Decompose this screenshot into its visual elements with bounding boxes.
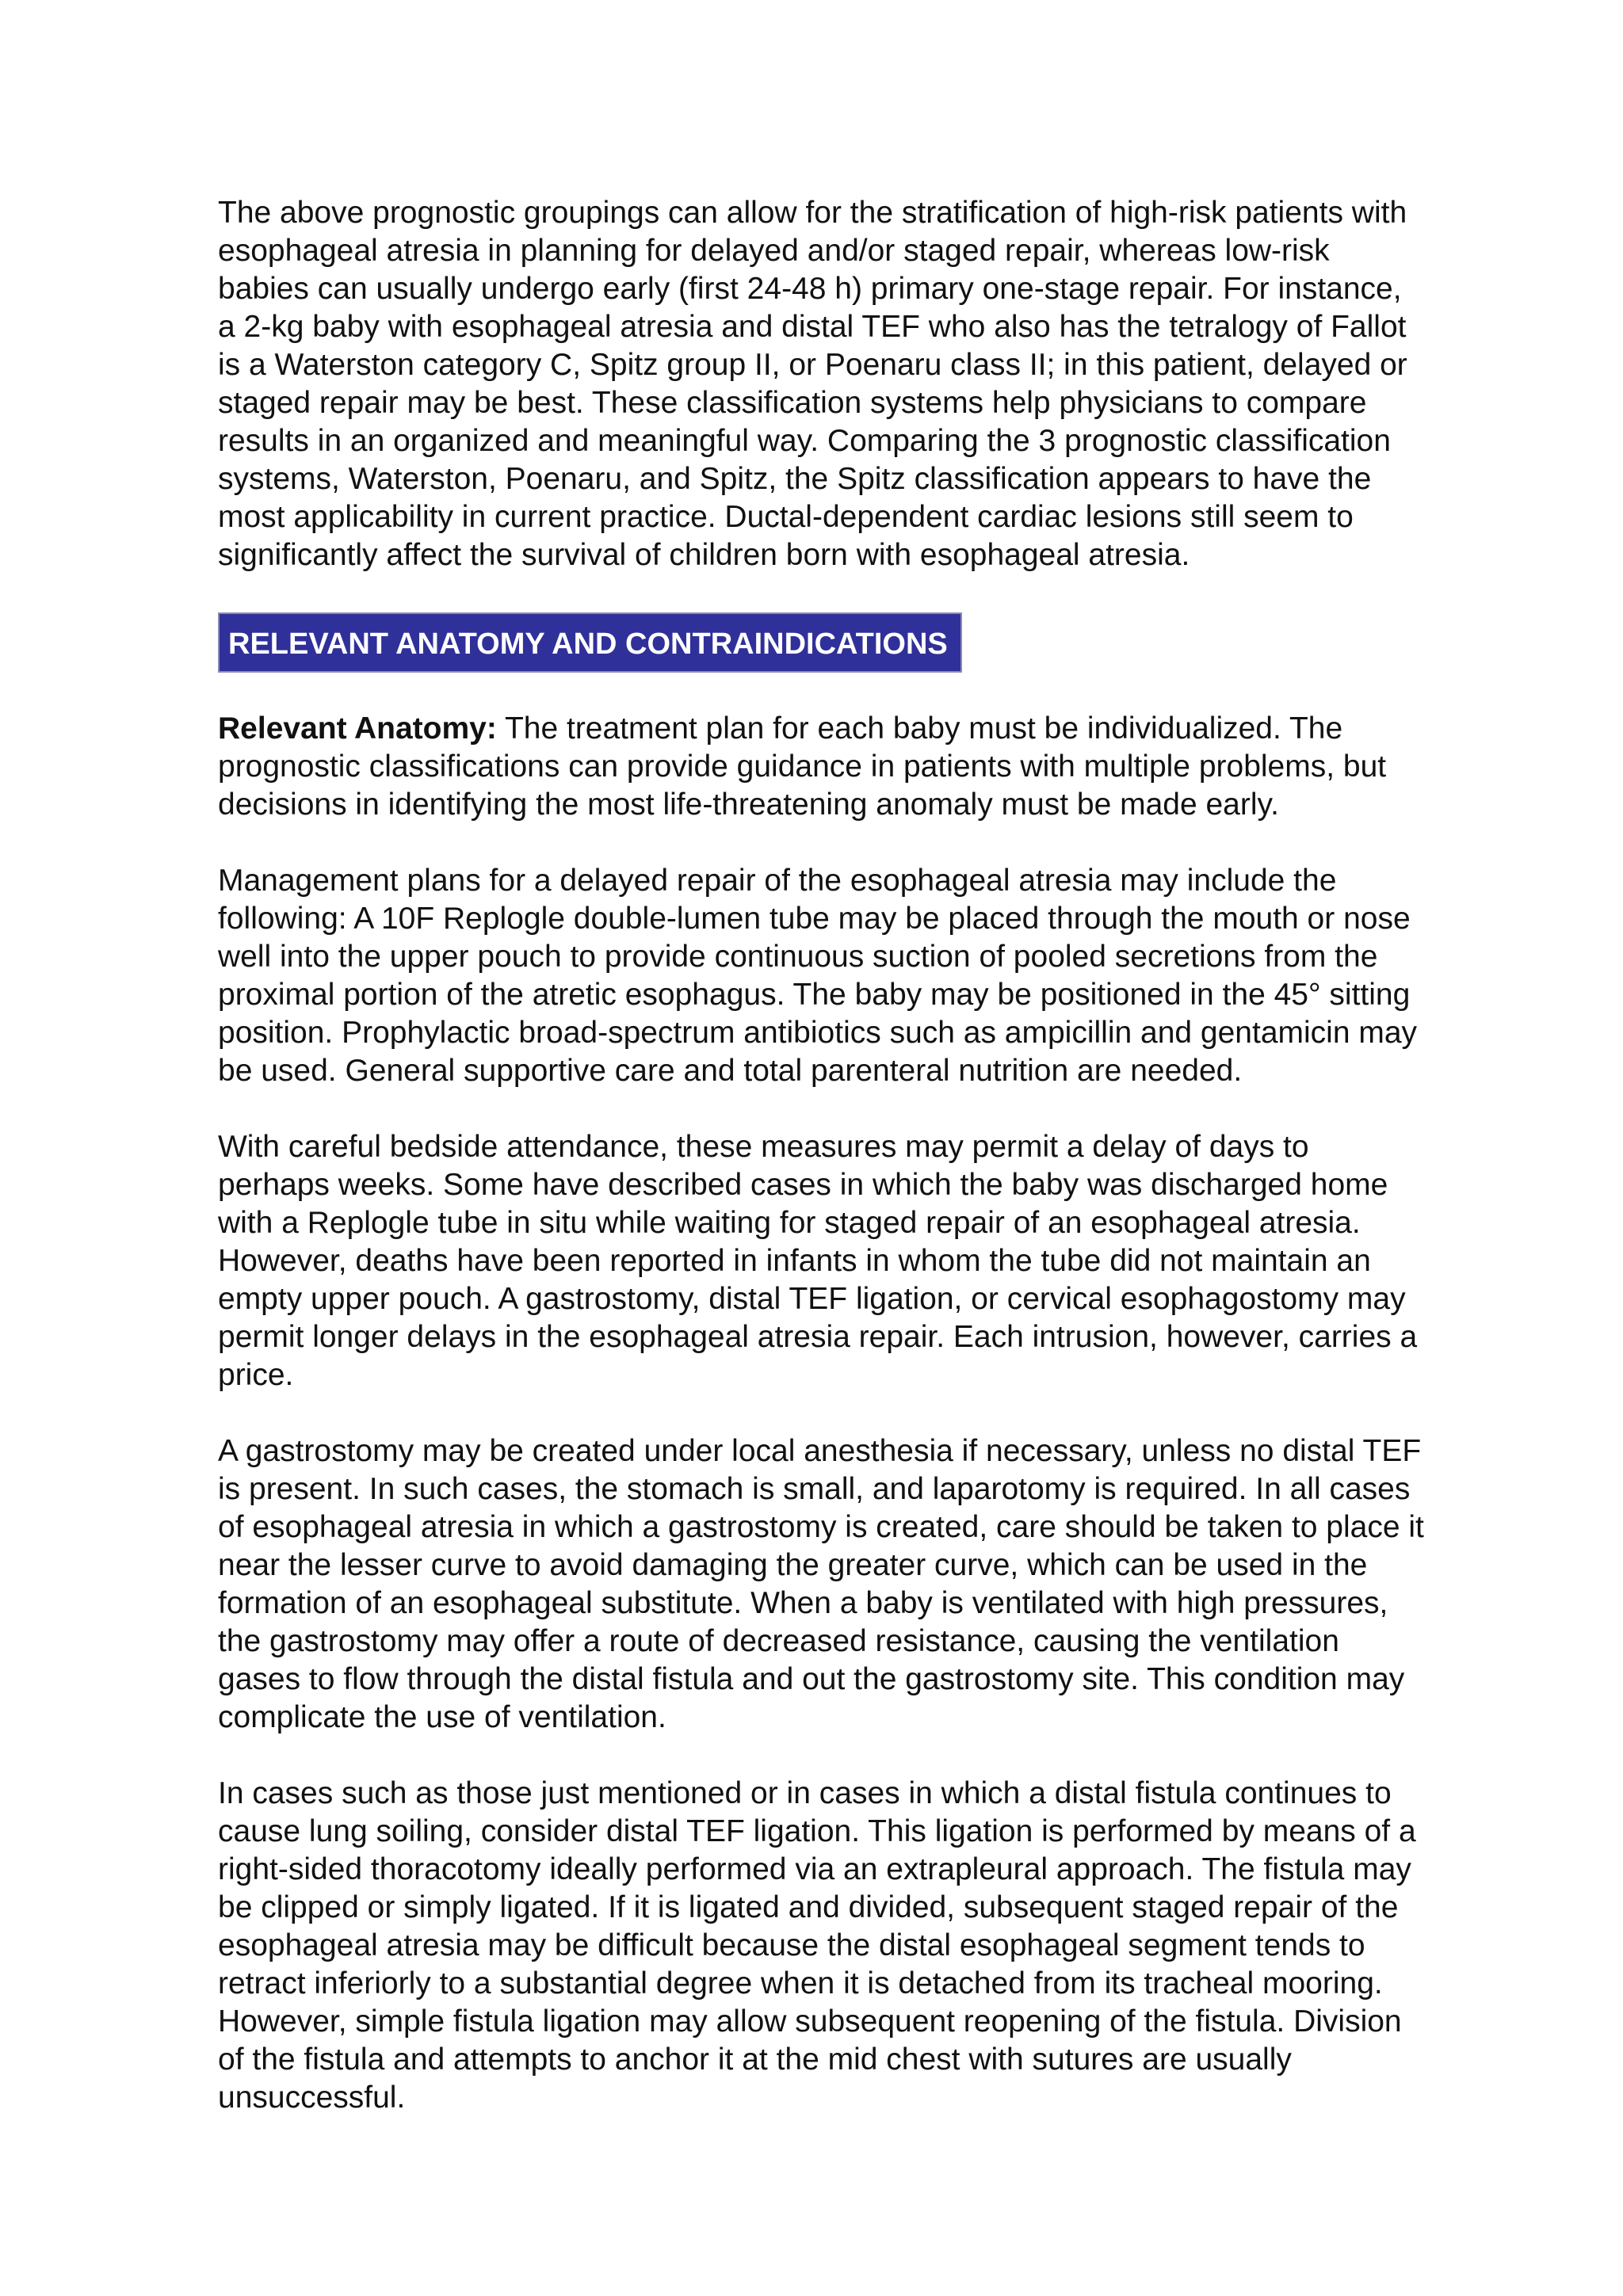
management-paragraph: Management plans for a delayed repair of the esophageal atresia may include the following: A 10F Replogle double-lumen tube may be placed through the mouth or nose well into the upper pouch to provide continuous suction of pooled secretions from the proximal portion of the atretic esophagus. The baby may be positioned in the 45° sitting position. Prophylactic broad-spectrum antibiotics such as ampicillin and gentamicin may be used. General supportive care and total parenteral nutrition are needed. <box>218 864 1418 1088</box>
gastrostomy-paragraph: A gastrostomy may be created under local anesthesia if necessary, unless no distal TEF is present. In such cases, the stomach is small, and laparotomy is required. In all cases of esophageal atresia in which a gastrostomy is created, care should be taken to place it near the lesser curve to avoid damaging the greater curve, which can be used in the formation of an esophageal substitute. When a baby is ventilated with high pressures, the gastrostomy may offer a route of decreased resistance, causing the ventilation gases to flow through the distal fistula and out the gastrostomy site. This condition may complicate the use of ventilation. <box>218 1434 1424 1734</box>
relevant-anatomy-paragraph <box>218 710 1518 824</box>
ligation-paragraph: In cases such as those just mentioned or in cases in which a distal fistula continues to cause lung soiling, consider distal TEF ligation. This ligation is performed by means of a right-sided thoracotomy ideally performed via an extrapleural approach. The fistula may be clipped or simply ligated. If it is ligated and divided, subsequent staged repair of the esophageal atresia may be difficult because the distal esophageal segment tends to retract inferiorly to a substantial degree when it is detached from its tracheal mooring. However, simple fistula ligation may allow subsequent reopening of the fistula. Division of the fistula and attempts to anchor it at the mid chest with sutures are usually unsuccessful. <box>218 1776 1416 2115</box>
section-heading: RELEVANT ANATOMY AND CONTRAINDICATIONS <box>218 612 962 673</box>
relevant-anatomy-text: The treatment plan for each baby must be individualized. The prognostic classifications can provide guidance in patients with multiple problems, but decisions in identifying the most life-threatening anomaly must be made early. <box>218 711 1387 822</box>
bedside-paragraph: With careful bedside attendance, these measures may permit a delay of days to perhaps weeks. Some have described cases in which the baby was discharged home with a Replogle tube in situ while waiting for staged repair of an esophageal atresia. However, deaths have been reported in infants in whom the tube did not maintain an empty upper pouch. A gastrostomy, distal TEF ligation, or cervical esophagostomy may permit longer delays in the esophageal atresia repair. Each intrusion, however, carries a price. <box>218 1130 1418 1392</box>
relevant-anatomy-label: Relevant Anatomy: <box>218 711 497 746</box>
intro-paragraph: The above prognostic groupings can allow for the stratification of high-risk patients with esophageal atresia in planning for delayed and/or staged repair, whereas low-risk babies can usually undergo early (first 24-48 h) primary one-stage repair. For instance, a 2-kg baby with esophageal atresia and distal TEF who also has the tetralogy of Fallot is a Waterston category C, Spitz group II, or Poenaru class II; in this patient, delayed or staged repair may be best. These classification systems help physicians to compare results in an organized and meaningful way. Comparing the 3 prognostic classification systems, Waterston, Poenaru, and Spitz, the Spitz classification appears to have the most applicability in current practice. Ductal-dependent cardiac lesions still seem to significantly affect the survival of children born with esophageal atresia. <box>218 196 1407 572</box>
document-page <box>218 194 1518 2117</box>
section-heading-container <box>218 612 1518 673</box>
